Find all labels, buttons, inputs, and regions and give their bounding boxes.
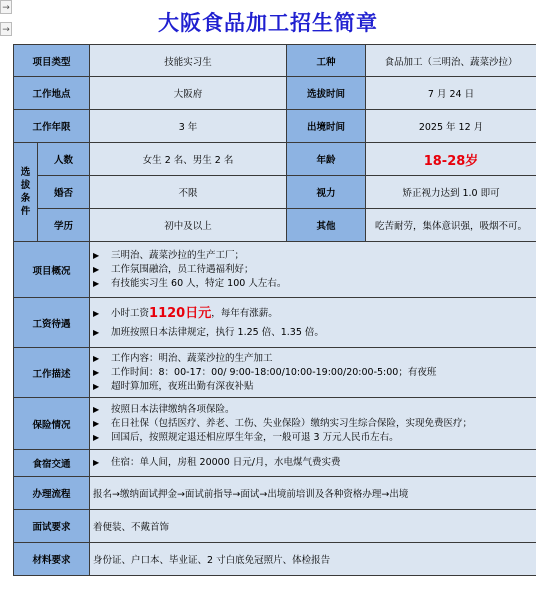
- other-value: 吃苦耐劳，集体意识强，吸烟不可。: [366, 209, 536, 242]
- list-item: ▶ 工作内容：明治、蔬菜沙拉的生产加工: [93, 352, 273, 364]
- headcount-value: 女生 2 名、男生 2 名: [90, 143, 287, 176]
- table-row: [14, 176, 536, 209]
- materials-content: 身份证、户口本、毕业证、2 寸白底免冠照片、体检报告: [90, 543, 536, 576]
- salary-content: [90, 298, 536, 348]
- table-row: [14, 398, 536, 450]
- process-label: 办理流程: [14, 477, 90, 510]
- table-row: [14, 110, 536, 143]
- insurance-label: 保险情况: [14, 398, 90, 450]
- lodging-label: 食宿交通: [14, 450, 90, 477]
- vision-label: 视力: [287, 176, 366, 209]
- departure-time-label: 出境时间: [287, 110, 366, 143]
- bullet-icon: ▶: [93, 250, 100, 260]
- selection-time-value: 7 月 24 日: [366, 77, 536, 110]
- bullet-icon: ▶: [93, 418, 100, 428]
- table-row: [14, 450, 536, 477]
- interview-content: 着便装、不戴首饰: [90, 510, 536, 543]
- page-title: 大阪食品加工招生简章: [158, 11, 378, 35]
- project-type-label: 项目类型: [14, 45, 90, 77]
- bullet-icon: ▶: [93, 278, 100, 288]
- table-row: [14, 45, 536, 77]
- job-type-label: 工种: [287, 45, 366, 77]
- interview-label: 面试要求: [14, 510, 90, 543]
- overview-content: [90, 242, 536, 298]
- materials-label: 材料要求: [14, 543, 90, 576]
- bullet-icon: ▶: [93, 353, 100, 363]
- vision-value: 矫正视力达到 1.0 即可: [366, 176, 536, 209]
- table-row: [14, 209, 536, 242]
- list-item: ▶ 超时算加班，夜班出勤有深夜补贴: [93, 380, 254, 392]
- list-item: ▶ 工作时间：8：00-17：00/ 9:00-18:00/10:00-19:00/20:00-5:00；有夜班: [93, 366, 437, 378]
- work-years-label: 工作年限: [14, 110, 90, 143]
- education-value: 初中及以上: [90, 209, 287, 242]
- table-row: [14, 77, 536, 110]
- bullet-icon: ▶: [93, 458, 100, 467]
- table-row: [14, 543, 536, 576]
- overview-label: 项目概况: [14, 242, 90, 298]
- table-row: [14, 348, 536, 398]
- work-location-value: 大阪府: [90, 77, 287, 110]
- table-row: [14, 477, 536, 510]
- bullet-icon: ▶: [93, 367, 100, 377]
- project-type-value: 技能实习生: [90, 45, 287, 77]
- marital-label: 婚否: [38, 176, 90, 209]
- list-item: ▶ 在日社保（包括医疗、养老、工伤、失业保险）缴纳实习生综合保险，实现免费医疗；: [93, 417, 473, 429]
- work-description-content: [90, 348, 536, 398]
- job-type-value: 食品加工（三明治、蔬菜沙拉）: [366, 45, 536, 77]
- work-description-label: 工作描述: [14, 348, 90, 398]
- age-label: 年龄: [287, 143, 366, 176]
- list-item: ▶ 三明治、蔬菜沙拉的生产工厂；: [93, 249, 245, 261]
- list-item: ▶ 住宿：单人间，房租 20000 日元/月，水电煤气费实费: [93, 457, 341, 468]
- headcount-label: 人数: [38, 143, 90, 176]
- salary-label: 工资待遇: [14, 298, 90, 348]
- work-years-value: 3 年: [90, 110, 287, 143]
- selection-time-label: 选拔时间: [287, 77, 366, 110]
- brochure-table: [13, 44, 536, 576]
- age-value: 18-28岁: [366, 143, 536, 176]
- bullet-icon: ▶: [93, 404, 100, 414]
- list-item: ▶ 加班按照日本法律规定，执行 1.25 倍、1.35 倍。: [93, 324, 533, 342]
- marital-value: 不限: [90, 176, 287, 209]
- insurance-content: [90, 398, 536, 450]
- bullet-icon: ▶: [93, 432, 100, 442]
- bullet-icon: ▶: [93, 264, 100, 274]
- process-content: 报名→缴纳面试押金→面试前指导→面试→出境前培训及各种资格办理→出境: [90, 477, 536, 510]
- selection-conditions-label: 选拔条件: [14, 143, 38, 242]
- table-row: [14, 242, 536, 298]
- corner-marker: →: [0, 0, 12, 14]
- lodging-content: [90, 450, 536, 477]
- list-item: ▶ 回国后，按照规定退还相应厚生年金，一般可退 3 万元人民币左右。: [93, 431, 399, 443]
- list-item: ▶ 按照日本法律缴纳各项保险。: [93, 403, 235, 415]
- table-row: [14, 298, 536, 348]
- list-item: ▶ 工作氛围融洽，员工待遇福利好；: [93, 263, 254, 275]
- education-label: 学历: [38, 209, 90, 242]
- list-item: ▶ 有技能实习生 60 人，特定 100 人左右。: [93, 277, 287, 289]
- bullet-icon: ▶: [93, 308, 100, 318]
- bullet-icon: ▶: [93, 381, 100, 391]
- corner-marker: →: [0, 22, 12, 36]
- table-row: [14, 143, 536, 176]
- list-item: ▶ 小时工资 1120日元 ，每年有涨薪。: [93, 304, 533, 324]
- departure-time-value: 2025 年 12 月: [366, 110, 536, 143]
- table-row: [14, 510, 536, 543]
- other-label: 其他: [287, 209, 366, 242]
- bullet-icon: ▶: [93, 327, 100, 337]
- work-location-label: 工作地点: [14, 77, 90, 110]
